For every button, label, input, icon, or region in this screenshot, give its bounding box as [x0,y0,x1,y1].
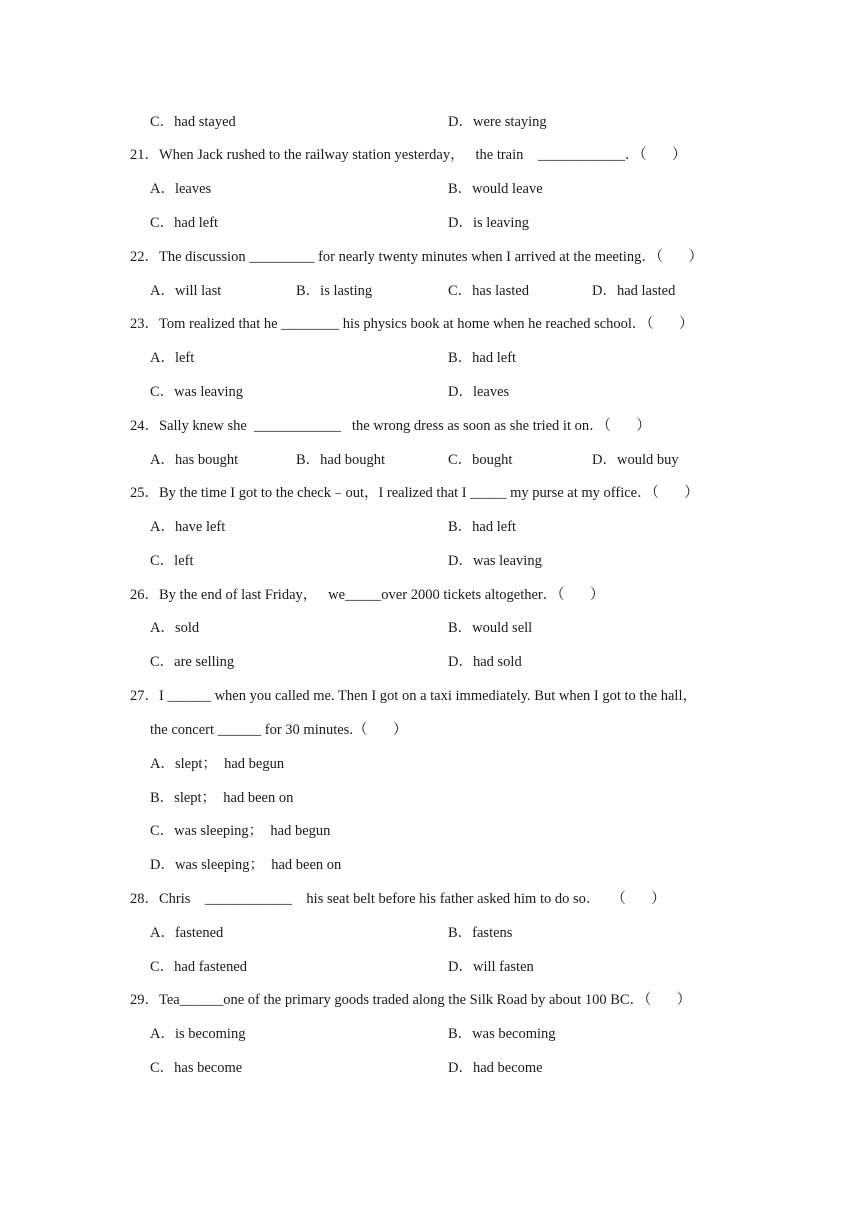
option-d: D．was leaving [448,553,542,569]
option-d: D．was sleeping； had been on [150,857,342,873]
option-d: D．had become [448,1060,543,1076]
option-d: D．leaves [448,384,510,400]
option-c: C．was sleeping； had begun [150,823,331,839]
question-stem: 25．By the time I got to the check﹣out，I realized that I _____ my purse at my office．（ ） [130,485,699,501]
option-a: A．have left [150,519,226,535]
option-c: C．was leaving [150,384,244,400]
option-b: B．would leave [448,181,543,197]
option-d: D．would buy [592,452,679,468]
option-a: A．slept； had begun [150,756,285,772]
option-d: D．is leaving [448,215,529,231]
option-a: A．sold [150,620,200,636]
option-b: B．slept； had been on [150,790,294,806]
option-a: A．fastened [150,925,224,941]
option-d: D．were staying [448,114,547,130]
option-d: D．had sold [448,654,522,670]
option-c: C．had fastened [150,959,248,975]
option-b: B．would sell [448,620,533,636]
option-c: C．has become [150,1060,243,1076]
option-c: C．has lasted [448,283,529,299]
option-b: B．is lasting [296,283,373,299]
option-c: C．had left [150,215,219,231]
option-a: A．leaves [150,181,212,197]
option-d: D．will fasten [448,959,534,975]
option-b: B．had left [448,350,517,366]
question-stem: 22．The discussion _________ for nearly twenty minutes when I arrived at the meeting．（ ） [130,249,704,265]
option-b: B．had bought [296,452,386,468]
option-d: D．had lasted [592,283,676,299]
option-b: B．was becoming [448,1026,556,1042]
option-c: C．are selling [150,654,235,670]
option-b: B．fastens [448,925,513,941]
question-stem: 24．Sally knew she ____________ the wrong dress as soon as she tried it on．（ ） [130,418,651,434]
option-c: C．left [150,553,194,569]
question-stem: 28．Chris ____________ his seat belt before his father asked him to do so． （ ） [130,891,666,907]
question-stem: 29．Tea______one of the primary goods traded along the Silk Road by about 100 BC．（ ） [130,992,692,1008]
option-a: A．left [150,350,195,366]
option-c: C．bought [448,452,513,468]
option-c: C．had stayed [150,114,236,130]
option-a: A．has bought [150,452,239,468]
question-stem-continued: the concert ______ for 30 minutes.（ ） [150,722,408,738]
option-a: A．will last [150,283,222,299]
question-stem: 21．When Jack rushed to the railway station yesterday， the train ____________．（ ） [130,147,687,163]
question-stem: 23．Tom realized that he ________ his physics book at home when he reached school．（ ） [130,316,694,332]
question-stem: 27．I ______ when you called me. Then I got on a taxi immediately. But when I got to the hall， [130,688,697,704]
question-stem: 26．By the end of last Friday， we_____over 2000 tickets altogether．（ ） [130,587,605,603]
option-a: A．is becoming [150,1026,246,1042]
option-b: B．had left [448,519,517,535]
